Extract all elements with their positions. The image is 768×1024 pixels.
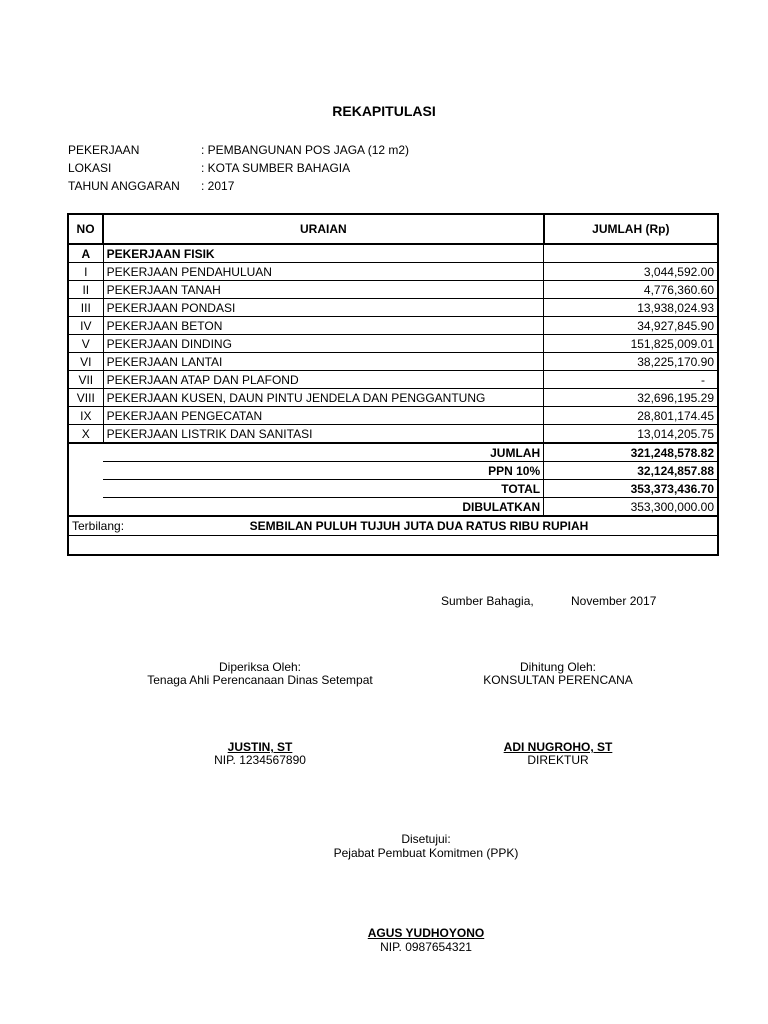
center-sig-caption: Disetujui: xyxy=(401,832,451,846)
section-no: A xyxy=(68,244,103,263)
row-no: II xyxy=(68,281,103,299)
left-sig-id: NIP. 1234567890 xyxy=(214,753,306,767)
right-sig-name: ADI NUGROHO, ST xyxy=(503,740,613,754)
blank-cell xyxy=(68,536,718,556)
table-row xyxy=(68,317,718,335)
lokasi-value: : KOTA SUMBER BAHAGIA xyxy=(201,161,351,175)
table-row xyxy=(68,425,718,444)
row-uraian: PEKERJAAN TANAH xyxy=(103,281,544,299)
pekerjaan-value: : PEMBANGUNAN POS JAGA (12 m2) xyxy=(201,143,410,157)
row-uraian: PEKERJAAN PONDASI xyxy=(103,299,544,317)
summary-row-ppn xyxy=(68,462,718,480)
row-jumlah: 13,014,205.75 xyxy=(544,425,718,444)
rekapitulasi-table xyxy=(67,213,719,556)
table-row xyxy=(68,371,718,389)
row-jumlah: - xyxy=(544,371,718,389)
left-sig-role: Tenaga Ahli Perencanaan Dinas Setempat xyxy=(147,673,373,687)
date-text: November 2017 xyxy=(571,594,657,608)
table-row xyxy=(68,263,718,281)
terbilang-text: SEMBILAN PULUH TUJUH JUTA DUA RATUS RIBU RUPIAH xyxy=(249,519,589,533)
place-text: Sumber Bahagia, xyxy=(441,594,534,608)
summary-blank xyxy=(68,462,103,480)
row-uraian: PEKERJAAN DINDING xyxy=(103,335,544,353)
terbilang-cell xyxy=(68,516,718,536)
tahun-anggaran-label: TAHUN ANGGARAN xyxy=(68,179,180,193)
right-sig-role: KONSULTAN PERENCANA xyxy=(483,673,633,687)
row-jumlah: 32,696,195.29 xyxy=(544,389,718,407)
row-jumlah: 28,801,174.45 xyxy=(544,407,718,425)
total-value: 353,373,436.70 xyxy=(544,480,718,498)
left-sig-caption: Diperiksa Oleh: xyxy=(218,660,302,674)
page-title: REKAPITULASI xyxy=(332,103,436,119)
terbilang-label: Terbilang: xyxy=(72,519,125,533)
summary-row-dibulatkan xyxy=(68,498,718,517)
jumlah-label: JUMLAH xyxy=(103,443,544,462)
table-header-row xyxy=(68,214,718,244)
row-no: IV xyxy=(68,317,103,335)
row-uraian: PEKERJAAN PENGECATAN xyxy=(103,407,544,425)
table-row xyxy=(68,335,718,353)
row-no: VIII xyxy=(68,389,103,407)
row-jumlah: 4,776,360.60 xyxy=(544,281,718,299)
row-no: I xyxy=(68,263,103,281)
row-uraian: PEKERJAAN BETON xyxy=(103,317,544,335)
table-row xyxy=(68,353,718,371)
ppn-label: PPN 10% xyxy=(103,462,544,480)
header-jumlah: JUMLAH (Rp) xyxy=(544,214,718,244)
left-sig-name: JUSTIN, ST xyxy=(227,740,293,754)
row-no: V xyxy=(68,335,103,353)
row-no: IX xyxy=(68,407,103,425)
row-jumlah: 151,825,009.01 xyxy=(544,335,718,353)
tahun-anggaran-value: : 2017 xyxy=(201,179,235,193)
jumlah-value: 321,248,578.82 xyxy=(544,443,718,462)
section-jumlah xyxy=(544,244,718,263)
table-row xyxy=(68,299,718,317)
row-no: III xyxy=(68,299,103,317)
dibulatkan-value: 353,300,000.00 xyxy=(544,498,718,517)
dibulatkan-label: DIBULATKAN xyxy=(103,498,544,517)
row-uraian: PEKERJAAN PENDAHULUAN xyxy=(103,263,544,281)
table-row xyxy=(68,281,718,299)
terbilang-row xyxy=(68,516,718,536)
center-sig-role: Pejabat Pembuat Komitmen (PPK) xyxy=(333,846,519,860)
summary-blank xyxy=(68,498,103,517)
row-jumlah: 13,938,024.93 xyxy=(544,299,718,317)
summary-row-total xyxy=(68,480,718,498)
row-uraian: PEKERJAAN ATAP DAN PLAFOND xyxy=(103,371,544,389)
row-jumlah: 34,927,845.90 xyxy=(544,317,718,335)
row-no: VI xyxy=(68,353,103,371)
total-label: TOTAL xyxy=(103,480,544,498)
table-row xyxy=(68,389,718,407)
row-no: VII xyxy=(68,371,103,389)
center-sig-id: NIP. 0987654321 xyxy=(380,940,472,954)
summary-blank xyxy=(68,480,103,498)
summary-blank xyxy=(68,443,103,462)
row-no: X xyxy=(68,425,103,444)
section-uraian: PEKERJAAN FISIK xyxy=(103,244,544,263)
header-uraian: URAIAN xyxy=(103,214,544,244)
table-row xyxy=(68,407,718,425)
pekerjaan-label: PEKERJAAN xyxy=(68,143,140,157)
row-jumlah: 3,044,592.00 xyxy=(544,263,718,281)
center-sig-name: AGUS YUDHOYONO xyxy=(367,926,485,940)
section-row xyxy=(68,244,718,263)
lokasi-label: LOKASI xyxy=(68,161,112,175)
right-sig-caption: Dihitung Oleh: xyxy=(519,660,597,674)
row-uraian: PEKERJAAN LISTRIK DAN SANITASI xyxy=(103,425,544,444)
ppn-value: 32,124,857.88 xyxy=(544,462,718,480)
summary-row-jumlah xyxy=(68,443,718,462)
blank-row xyxy=(68,536,718,556)
header-no: NO xyxy=(68,214,103,244)
row-jumlah: 38,225,170.90 xyxy=(544,353,718,371)
row-uraian: PEKERJAAN KUSEN, DAUN PINTU JENDELA DAN PENGGANTUNG xyxy=(103,389,544,407)
row-uraian: PEKERJAAN LANTAI xyxy=(103,353,544,371)
right-sig-id: DIREKTUR xyxy=(527,753,589,767)
